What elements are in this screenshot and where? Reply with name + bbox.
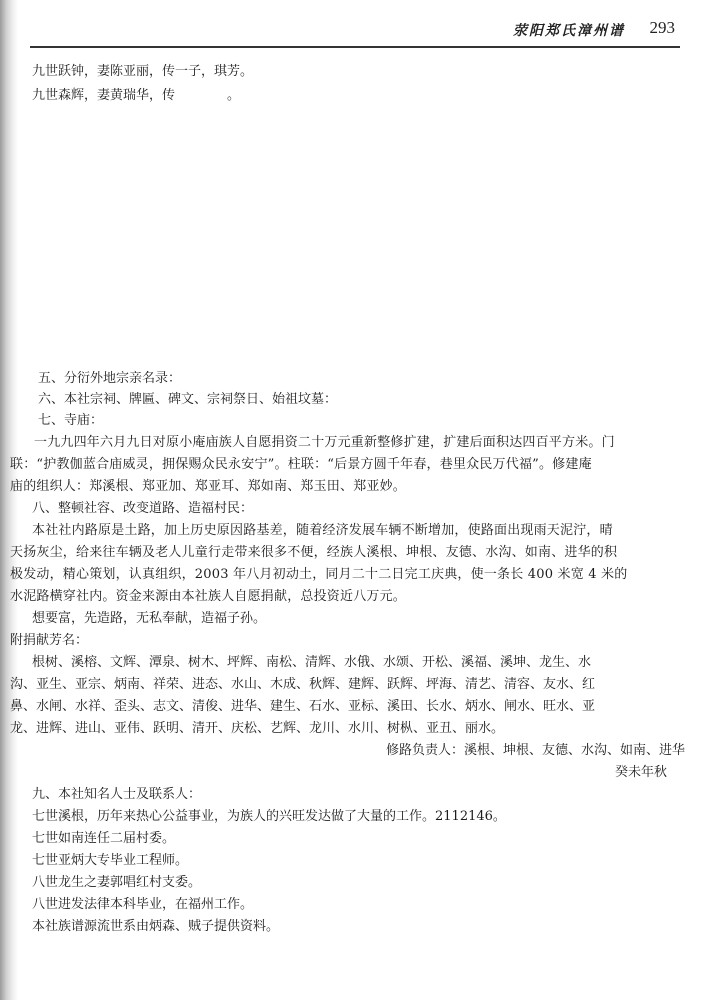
road-responsible-persons: 修路负责人：溪根、坤根、友德、水沟、如南、进华 [385, 743, 685, 758]
notable-person: 七世溪根，历年来热心公益事业，为族人的兴旺发达做了大量的工作。2112146。 [32, 809, 506, 824]
date-signature: 癸未年秋 [614, 765, 667, 780]
donor-names-line: 沟、亚生、亚宗、炳南、祥荣、进态、水山、木成、秋辉、建辉、跃辉、坪海、清艺、清容、友水、红 [10, 677, 596, 692]
notable-person: 八世龙生之妻郭唱红村支委。 [32, 875, 202, 890]
notable-person: 七世如南连任二届村委。 [32, 831, 176, 846]
section-heading-5: 五、分衍外地宗亲名录： [38, 371, 182, 386]
notable-person: 八世进发法律本科毕业，在福州工作。 [32, 897, 254, 912]
paragraph-line: 本社社内路原是土路，加上历史原因路基差，随着经济发展车辆不断增加，使路面出现雨天泥泞，晴 [32, 523, 613, 538]
paragraph-line: 想要富，先造路，无私奉献，造福子孙。 [32, 611, 267, 626]
genealogy-entry: 九世森辉，妻黄瑞华，传 。 [32, 88, 241, 103]
paragraph-line: 联：“护教伽蓝合庙威灵，拥保赐众民永安宁”。柱联：“后景方圆千年春，巷里众民万代福”。修建庵 [10, 457, 592, 472]
page-number: 293 [649, 18, 675, 37]
section-heading-6: 六、本社宗祠、牌匾、碑文、宗祠祭日、始祖坟墓： [38, 392, 338, 407]
genealogy-entry: 九世跃钟，妻陈亚丽，传一子，琪芳。 [32, 64, 254, 79]
book-title: 荥阳郑氏漳州谱 [513, 23, 625, 39]
donor-names-line: 根树、溪榕、文辉、潭泉、树木、坪辉、南松、清辉、水俄、水颂、开松、溪福、溪坤、龙生、水 [32, 655, 592, 670]
paragraph-line: 天扬灰尘，给来往车辆及老人儿童行走带来很多不便，经族人溪根、坤根、友德、水沟、如南、进华的积 [10, 545, 618, 560]
section-heading-9: 九、本社知名人士及联系人： [32, 787, 202, 802]
paragraph-line: 庙的组织人：郑溪根、郑亚加、郑亚耳、郑如南、郑玉田、郑亚妙。 [10, 479, 407, 494]
donor-names-line: 龙、进辉、进山、亚伟、跃明、清开、庆松、艺辉、龙川、水川、树枞、亚丑、丽水。 [10, 721, 505, 736]
notable-person: 七世亚炳大专毕业工程师。 [32, 853, 189, 868]
data-source-note: 本社族谱源流世系由炳森、贼子提供资料。 [32, 919, 280, 934]
paragraph-line: 极发动，精心策划，认真组织，2003 年八月初动土，同月二十二日完工庆典，使一条长 400 米宽 4 米的 [10, 567, 628, 582]
paragraph-line: 水泥路横穿社内。资金来源由本社族人自愿捐献，总投资近八万元。 [10, 589, 407, 604]
header-rule [30, 46, 680, 48]
paragraph-line: 一九九四年六月九日对原小庵庙族人自愿捐资二十万元重新整修扩建，扩建后面积达四百平方米。门 [34, 435, 615, 450]
section-heading-7: 七、寺庙： [38, 413, 104, 428]
donor-names-line: 鼻、水闸、水祥、歪头、志文、清俊、进华、建生、石水、亚标、溪田、长水、炳水、闸水、旺水、亚 [10, 699, 596, 714]
page-binding-shadow [0, 0, 18, 1000]
donor-heading: 附捐献芳名： [10, 633, 89, 648]
running-header [30, 20, 685, 46]
section-heading-8: 八、整顿社容、改变道路、造福村民： [32, 501, 254, 516]
